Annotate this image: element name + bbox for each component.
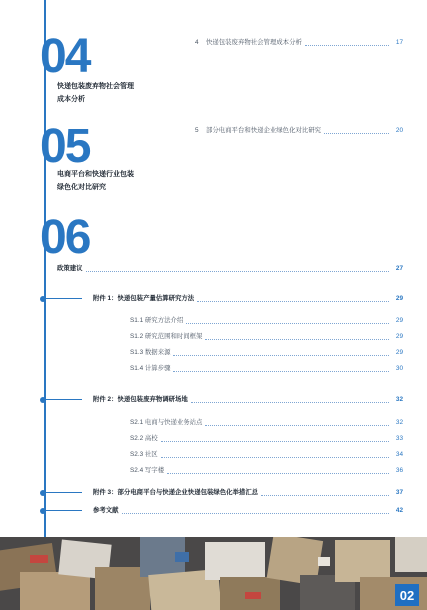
- toc-page-number: 20: [395, 127, 403, 134]
- section-number-05: 05: [40, 120, 90, 173]
- toc-leader-dots: [186, 323, 389, 324]
- toc-entry-label: S1.1 研究方法介绍: [130, 317, 184, 324]
- toc-entry-s2-4[interactable]: [130, 466, 403, 476]
- toc-entry-s1-4[interactable]: [130, 364, 403, 374]
- toc-entry-s2-3[interactable]: [130, 450, 403, 460]
- toc-page-number: 37: [395, 489, 403, 496]
- toc-entry-appendix1[interactable]: [93, 294, 403, 304]
- toc-leader-dots: [261, 495, 389, 496]
- toc-leader-dots: [205, 425, 389, 426]
- toc-entry-label: S2.4 写字楼: [130, 467, 165, 474]
- toc-entry-appendix2[interactable]: [93, 395, 403, 405]
- toc-entry-ch4[interactable]: [195, 38, 403, 48]
- toc-page-number: 36: [395, 467, 403, 474]
- packaging-waste-photo: [0, 537, 427, 610]
- toc-entry-label: 部分电商平台和快递企业绿色化对比研究: [206, 127, 322, 134]
- toc-leader-dots: [191, 402, 389, 403]
- toc-entry-label: S2.3 社区: [130, 451, 158, 458]
- toc-page-number: 42: [395, 507, 403, 514]
- toc-entry-appendix3[interactable]: [93, 488, 403, 498]
- toc-leader-dots: [205, 339, 389, 340]
- toc-entry-s2-1[interactable]: [130, 418, 403, 428]
- section-title-04: 快递包装废弃物社会管理成本分析: [57, 83, 134, 103]
- toc-entry-label: 附件 2：快递包装废弃物调研场地: [93, 396, 188, 403]
- toc-entry-label: S2.1 电商与快递业务站点: [130, 419, 203, 426]
- toc-entry-ch6[interactable]: [57, 264, 403, 274]
- page-badge: 02: [395, 584, 419, 606]
- toc-entry-number: 4: [195, 39, 199, 46]
- toc-page-number: 33: [395, 435, 403, 442]
- toc-entry-s1-2[interactable]: [130, 332, 403, 342]
- toc-page-number: 17: [395, 39, 403, 46]
- section-number-04: 04: [40, 30, 90, 83]
- timeline-connector: [46, 510, 82, 511]
- packaging-pile-illustration: [0, 537, 427, 610]
- toc-entry-s1-3[interactable]: [130, 348, 403, 358]
- toc-leader-dots: [197, 301, 389, 302]
- toc-page-number: 30: [395, 365, 403, 372]
- timeline-connector: [46, 298, 82, 299]
- timeline-marker: [40, 508, 46, 514]
- toc-entry-label: S1.2 研究范围和时间框架: [130, 333, 203, 340]
- toc-leader-dots: [173, 371, 389, 372]
- section-title-05: 电商平台和快递行业包装绿色化对比研究: [57, 171, 134, 191]
- toc-page-number: 29: [395, 349, 403, 356]
- toc-entry-references[interactable]: [93, 506, 403, 516]
- toc-entry-label: 政策建议: [57, 265, 83, 272]
- timeline-connector: [46, 492, 82, 493]
- toc-leader-dots: [122, 513, 389, 514]
- toc-entry-label: 快递包装废弃物社会管理成本分析: [206, 39, 302, 46]
- toc-entry-s1-1[interactable]: [130, 316, 403, 326]
- toc-page-number: 34: [395, 451, 403, 458]
- toc-leader-dots: [305, 45, 389, 46]
- toc-leader-dots: [161, 441, 389, 442]
- toc-entry-label: S2.2 高校: [130, 435, 158, 442]
- toc-entry-s2-2[interactable]: [130, 434, 403, 444]
- toc-leader-dots: [161, 457, 389, 458]
- toc-page-number: 32: [395, 419, 403, 426]
- toc-page-number: 29: [395, 317, 403, 324]
- toc-leader-dots: [167, 473, 389, 474]
- timeline-marker: [40, 397, 46, 403]
- toc-entry-number: 5: [195, 127, 199, 134]
- timeline-marker: [40, 296, 46, 302]
- toc-leader-dots: [173, 355, 389, 356]
- toc-entry-label: S1.4 计算步骤: [130, 365, 171, 372]
- toc-leader-dots: [324, 133, 389, 134]
- toc-entry-label: 附件 1：快递包装产量估算研究方法: [93, 295, 195, 302]
- toc-page-number: 29: [395, 295, 403, 302]
- toc-page-number: 32: [395, 396, 403, 403]
- section-number-06: 06: [40, 211, 90, 264]
- toc-entry-label: 附件 3：部分电商平台与快递企业快递包装绿色化举措汇总: [93, 489, 259, 496]
- toc-leader-dots: [86, 271, 389, 272]
- toc-page-number: 27: [395, 265, 403, 272]
- toc-entry-label: S1.3 数据来源: [130, 349, 171, 356]
- timeline-connector: [46, 399, 82, 400]
- toc-entry-ch5[interactable]: [195, 126, 403, 136]
- toc-entry-label: 参考文献: [93, 507, 119, 514]
- timeline-marker: [40, 490, 46, 496]
- toc-page-number: 29: [395, 333, 403, 340]
